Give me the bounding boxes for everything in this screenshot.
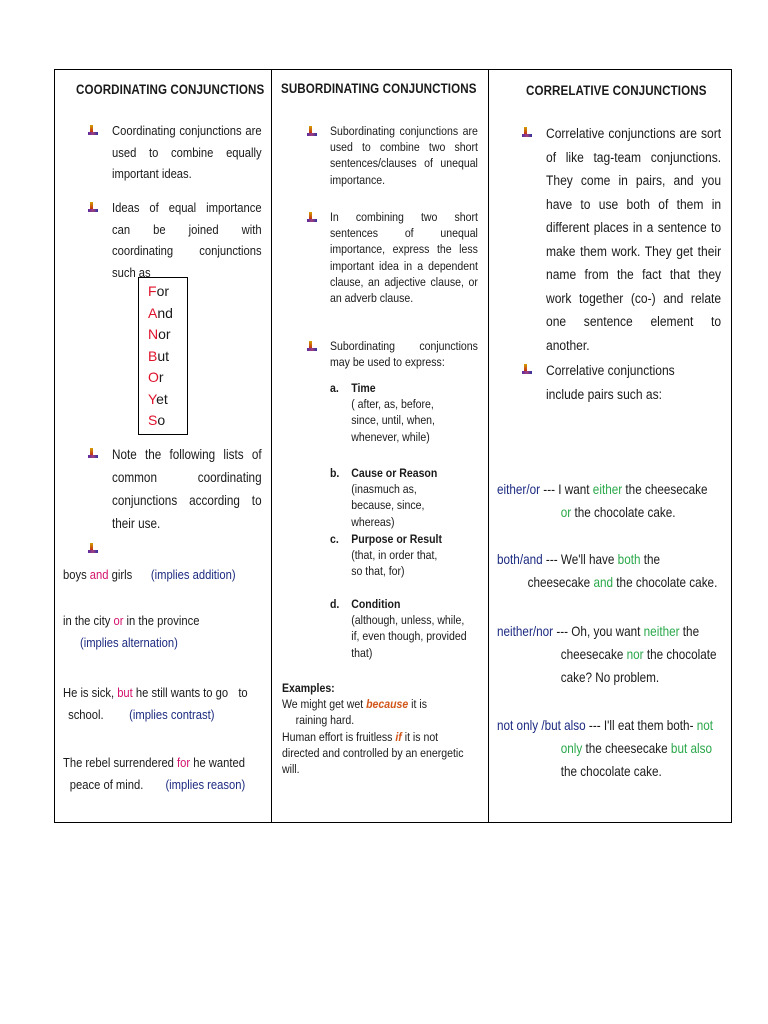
conjunctions-table	[54, 69, 732, 823]
pair-either-or: either/or --- I want either the cheesecake or the chocolate cake.	[497, 482, 708, 520]
fanboys-for: For	[148, 283, 170, 299]
subordinating-column	[272, 70, 489, 822]
purpose-cause: b. Cause or Reason (inasmuch as, because, since, whereas)	[330, 466, 438, 529]
subordinating-bullet-3: Subordinating conjunctions may be used to express:	[330, 339, 478, 370]
example-reason: The rebel surrendered for he wanted peace of mind. (implies reason)	[63, 755, 246, 792]
subordinating-bullet-1: Subordinating conjunctions are used to combine two short sentences/clauses of unequal importance.	[330, 124, 478, 187]
coordinating-column	[55, 70, 272, 822]
purpose-condition: d. Condition (although, unless, while, if, even though, provided that)	[330, 597, 467, 660]
purpose-time: a. Time ( after, as, before, since, until, when, whenever, while)	[330, 381, 435, 444]
example-addition: boys and girls (implies addition)	[63, 567, 236, 582]
correlative-column	[489, 70, 731, 822]
pair-both-and: both/and --- We'll have both the cheesecake and the chocolate cake.	[497, 552, 718, 590]
bullet-icon	[88, 202, 98, 214]
fanboys-nor: Nor	[148, 326, 171, 342]
correlative-bullet-1: Correlative conjunctions are sort of like tag-team conjunctions. They come in pairs, and you have to use both of them in different places in a sentence to make them work. They get their name from the fact that they work together (co-) and relate one sentence element to another.	[546, 126, 722, 354]
example-alternation: in the city or in the province (implies alternation)	[63, 613, 200, 650]
subordinating-title: SUBORDINATING CONJUNCTIONS	[281, 81, 477, 96]
coordinating-bullet-3: Note the following lists of common coordinating conjunctions according to their use.	[112, 447, 262, 531]
coordinating-title: COORDINATING CONJUNCTIONS	[76, 82, 265, 97]
correlative-title: CORRELATIVE CONJUNCTIONS	[526, 83, 707, 98]
fanboys-or: Or	[148, 369, 164, 385]
bullet-icon	[88, 125, 98, 137]
purpose-result: c. Purpose or Result (that, in order that, so that, for)	[330, 532, 442, 579]
bullet-icon	[522, 364, 532, 376]
fanboys-but: But	[148, 347, 170, 364]
coordinating-bullet-1: Coordinating conjunctions are used to combine equally important ideas.	[112, 123, 262, 181]
fanboys-and: And	[148, 304, 173, 321]
coordinating-bullet-2: Ideas of equal importance can be joined with coordinating conjunctions such as	[112, 200, 262, 280]
bullet-icon	[88, 448, 98, 460]
fanboys-box	[138, 277, 188, 435]
bullet-icon	[307, 126, 317, 138]
bullet-icon	[307, 341, 317, 353]
bullet-icon	[88, 543, 98, 555]
pair-not-only-but-also: not only /but also --- I'll eat them both- not only the cheesecake but also the chocolate cake.	[497, 718, 714, 779]
correlative-bullet-2: Correlative conjunctions include pairs such as:	[546, 363, 675, 403]
fanboys-so: So	[148, 412, 166, 428]
bullet-icon	[307, 212, 317, 224]
bullet-icon	[522, 127, 532, 139]
fanboys-yet: Yet	[148, 390, 168, 407]
pair-neither-nor: neither/nor --- Oh, you want neither the cheesecake nor the chocolate cake? No problem.	[497, 624, 717, 685]
subordinating-examples: Examples: We might get wet because it is raining hard. Human effort is fruitless if it is not directed and controlled by an energetic will.	[282, 681, 464, 777]
example-contrast: He is sick, but he still wants to go to school. (implies contrast)	[63, 685, 248, 722]
subordinating-bullet-2: In combining two short sentences of unequal importance, express the less important idea in a dependent clause, an adjective clause, or an adverb clause.	[330, 210, 478, 306]
